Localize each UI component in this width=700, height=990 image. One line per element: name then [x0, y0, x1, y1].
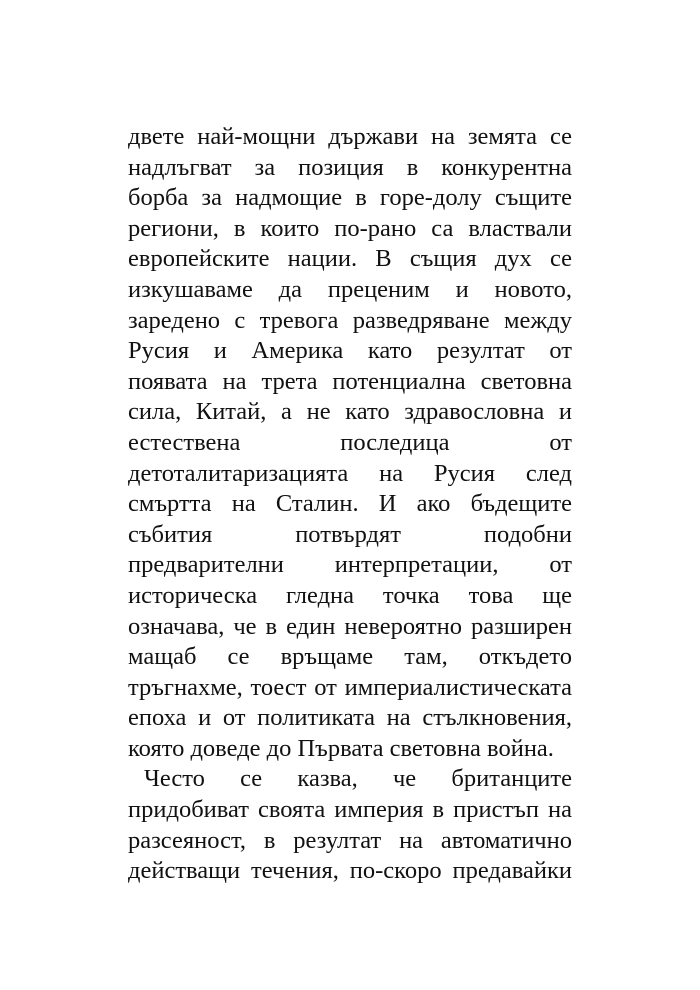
text-line: тръгнахме, тоест от империалистическата [128, 673, 572, 701]
text-line: детоталитаризацията на Русия след [128, 459, 572, 487]
text-line: двете най-мощни държави на земята се [128, 123, 572, 150]
body-text [128, 122, 572, 887]
text-line: мащаб се връщаме там, откъдето [128, 643, 572, 671]
paragraph-2 [128, 764, 572, 886]
text-line: разсеяност, в резултат на автоматично [128, 826, 572, 854]
text-line: изкушаваме да преценим и новото, [128, 275, 572, 303]
text-line: заредено с тревога разведряване между [128, 306, 572, 334]
text-line: означава, че в един невероятно разширен [128, 612, 572, 640]
text-line: естествена последица от [128, 428, 572, 456]
text-line: смъртта на Сталин. И ако бъдещите [128, 490, 572, 518]
text-line: предварителни интерпретации, от [128, 551, 572, 579]
text-line: действащи течения, по-скоро предавайки [128, 857, 572, 885]
text-line: надлъгват за позиция в конкурентна [128, 153, 572, 181]
text-line: която доведе до Първата световна война. [128, 734, 554, 762]
text-line: сила, Китай, а не като здравословна и [128, 398, 572, 426]
text-line: появата на трета потенциална световна [128, 367, 572, 395]
text-line: борба за надмощие в горе-долу същите [128, 184, 572, 212]
text-line: епоха и от политиката на стълкновения, [128, 704, 572, 732]
text-line: събития потвърдят подобни [128, 520, 572, 548]
text-line: Често се казва, че британците [144, 765, 572, 793]
text-line: историческа гледна точка това ще [128, 581, 572, 609]
text-line: европейските нации. В същия дух се [128, 245, 572, 273]
paragraph-1 [128, 122, 572, 764]
text-line: Русия и Америка като резултат от [128, 337, 572, 365]
text-line: региони, в които по-рано са властвали [128, 214, 572, 242]
text-line: придобиват своята империя в пристъп на [128, 796, 572, 824]
